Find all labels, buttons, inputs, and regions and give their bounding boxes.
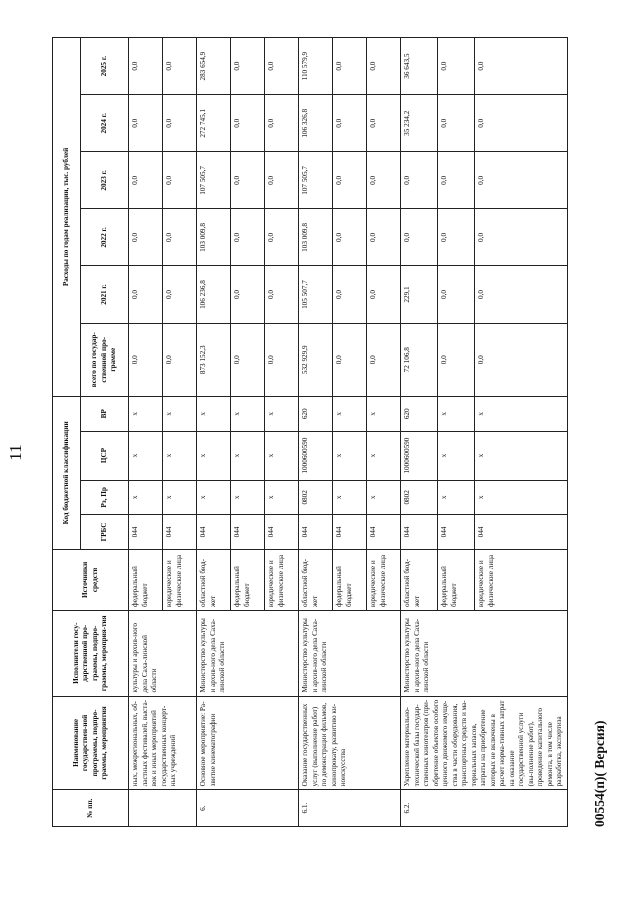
y2021-cell: 0,0 (163, 266, 197, 323)
budget-table (52, 37, 568, 827)
header-budget-class: Код бюджетной классификации (53, 396, 81, 549)
num-cell: 6. (197, 790, 299, 827)
y2022-cell: 0,0 (333, 209, 367, 266)
header-rzpr: Рз, Пр (81, 480, 129, 515)
csr-cell: x (367, 431, 401, 480)
y2024-cell: 0,0 (163, 95, 197, 152)
header-grbs: ГРБС (81, 515, 129, 550)
num-cell (129, 790, 197, 827)
executor-cell: Министерство культуры и архив-ного дела Саха-линской области (197, 610, 299, 696)
source-cell: федеральный бюджет (129, 549, 163, 610)
y2022-cell: 0,0 (231, 209, 265, 266)
vr-cell: x (197, 396, 231, 431)
y2025-cell: 110 579,9 (299, 38, 333, 95)
grbs-cell: 044 (129, 515, 163, 550)
y2024-cell: 0,0 (265, 95, 299, 152)
y2025-cell: 0,0 (265, 38, 299, 95)
y2025-cell: 0,0 (231, 38, 265, 95)
table-row (299, 38, 333, 827)
total-cell: 0,0 (333, 323, 367, 396)
y2021-cell: 105 507,7 (299, 266, 333, 323)
executor-cell: Министерство культуры и архив-ного дела Саха-линской области (299, 610, 401, 696)
y2023-cell: 0,0 (129, 152, 163, 209)
y2025-cell: 36 643,5 (401, 38, 438, 95)
total-cell: 0,0 (163, 323, 197, 396)
rzpr-cell: x (333, 480, 367, 515)
grbs-cell: 044 (401, 515, 438, 550)
y2022-cell: 0,0 (265, 209, 299, 266)
table-body (129, 38, 568, 827)
csr-cell: x (129, 431, 163, 480)
csr-cell: x (231, 431, 265, 480)
y2021-cell: 0,0 (231, 266, 265, 323)
source-cell: областной бюд-жет (197, 549, 231, 610)
source-cell: юридические и физические лица (475, 549, 567, 610)
y2023-cell: 107 505,7 (197, 152, 231, 209)
y2024-cell: 0,0 (367, 95, 401, 152)
header-source: Источники средств (53, 549, 129, 610)
header-2025: 2025 г. (81, 38, 129, 95)
csr-cell: 1000600590 (401, 431, 438, 480)
total-cell: 0,0 (231, 323, 265, 396)
grbs-cell: 044 (367, 515, 401, 550)
header-vr: ВР (81, 396, 129, 431)
table-row (401, 38, 438, 827)
csr-cell: x (197, 431, 231, 480)
rzpr-cell: x (197, 480, 231, 515)
rzpr-cell: 0802 (401, 480, 438, 515)
rzpr-cell: x (475, 480, 567, 515)
rzpr-cell: 0802 (299, 480, 333, 515)
header-total: всего по государ-ственной про-грамме (81, 323, 129, 396)
y2022-cell: 0,0 (163, 209, 197, 266)
grbs-cell: 044 (333, 515, 367, 550)
total-cell: 0,0 (367, 323, 401, 396)
y2024-cell: 35 234,2 (401, 95, 438, 152)
source-cell: юридические и физические лица (265, 549, 299, 610)
vr-cell: x (367, 396, 401, 431)
y2021-cell: 0,0 (475, 266, 567, 323)
y2023-cell: 0,0 (231, 152, 265, 209)
csr-cell: x (265, 431, 299, 480)
rzpr-cell: x (438, 480, 475, 515)
header-2021: 2021 г. (81, 266, 129, 323)
source-cell: юридические и физические лица (163, 549, 197, 610)
y2024-cell: 272 745,1 (197, 95, 231, 152)
vr-cell: x (333, 396, 367, 431)
header-2023: 2023 г. (81, 152, 129, 209)
y2022-cell: 0,0 (475, 209, 567, 266)
grbs-cell: 044 (475, 515, 567, 550)
total-cell: 0,0 (129, 323, 163, 396)
table-row (197, 38, 231, 827)
source-cell: федеральный бюджет (333, 549, 367, 610)
header-csr: ЦСР (81, 431, 129, 480)
y2024-cell: 0,0 (438, 95, 475, 152)
y2021-cell: 229,1 (401, 266, 438, 323)
y2021-cell: 106 236,8 (197, 266, 231, 323)
y2022-cell: 0,0 (438, 209, 475, 266)
vr-cell: x (163, 396, 197, 431)
total-cell: 0,0 (475, 323, 567, 396)
y2023-cell: 0,0 (367, 152, 401, 209)
vr-cell: x (129, 396, 163, 431)
grbs-cell: 044 (197, 515, 231, 550)
y2024-cell: 106 326,8 (299, 95, 333, 152)
y2023-cell: 0,0 (163, 152, 197, 209)
header-executor: Исполнители госу-дарственной про-граммы, подпро-граммы, мероприя-тия (53, 610, 129, 696)
y2022-cell: 103 009,8 (197, 209, 231, 266)
rzpr-cell: x (163, 480, 197, 515)
y2021-cell: 0,0 (333, 266, 367, 323)
header-2024: 2024 г. (81, 95, 129, 152)
y2021-cell: 0,0 (129, 266, 163, 323)
num-cell: 6.1. (299, 790, 401, 827)
source-cell: областной бюд-жет (401, 549, 438, 610)
y2023-cell: 0,0 (401, 152, 438, 209)
header-num: № пп. (53, 790, 129, 827)
y2022-cell: 103 009,8 (299, 209, 333, 266)
rzpr-cell: x (265, 480, 299, 515)
executor-cell: Министерство культуры и архив-ного дела Саха-линской области (401, 610, 568, 696)
source-cell: федеральный бюджет (231, 549, 265, 610)
rzpr-cell: x (231, 480, 265, 515)
name-cell: Укрепление материально-технической базы государ-ственных кинотеатров (при-обретение объектов особого ценного движимого имуще-ства в части оборудования, транспортных средств и ма-териальных запасов, затраты на приобретение которых не включены в расчет норма-тивных затрат на оказание государственной услуги (вы-полнение работ), проведение капитального ремонта, в том числе разработка, экспертиза (401, 696, 568, 790)
y2025-cell: 0,0 (333, 38, 367, 95)
y2024-cell: 0,0 (231, 95, 265, 152)
footer-version: 00554(п)( Версия) (592, 720, 607, 827)
y2023-cell: 0,0 (438, 152, 475, 209)
source-cell: областной бюд-жет (299, 549, 333, 610)
page-number: 11 (6, 444, 25, 461)
grbs-cell: 044 (163, 515, 197, 550)
grbs-cell: 044 (299, 515, 333, 550)
csr-cell: x (438, 431, 475, 480)
y2025-cell: 0,0 (163, 38, 197, 95)
csr-cell: 1000600590 (299, 431, 333, 480)
header-name: Наименование государствен-ной программы, подпро-граммы, мероприятия (53, 696, 129, 790)
grbs-cell: 044 (231, 515, 265, 550)
vr-cell: 620 (401, 396, 438, 431)
source-cell: федеральный бюджет (438, 549, 475, 610)
grbs-cell: 044 (265, 515, 299, 550)
total-cell: 873 152,3 (197, 323, 231, 396)
table-row (129, 38, 163, 827)
y2022-cell: 0,0 (401, 209, 438, 266)
y2024-cell: 0,0 (333, 95, 367, 152)
y2023-cell: 107 505,7 (299, 152, 333, 209)
y2025-cell: 0,0 (438, 38, 475, 95)
total-cell: 72 106,8 (401, 323, 438, 396)
name-cell: Оказание государственных услуг (выполнение работ) по демонстрации фильмов, кинопрокату, развитию ки-ноискусства (299, 696, 401, 790)
y2022-cell: 0,0 (129, 209, 163, 266)
vr-cell: 620 (299, 396, 333, 431)
y2023-cell: 0,0 (265, 152, 299, 209)
rzpr-cell: x (129, 480, 163, 515)
y2022-cell: 0,0 (367, 209, 401, 266)
num-cell: 6.2. (401, 790, 568, 827)
y2025-cell: 283 654,9 (197, 38, 231, 95)
grbs-cell: 044 (438, 515, 475, 550)
y2025-cell: 0,0 (367, 38, 401, 95)
y2024-cell: 0,0 (129, 95, 163, 152)
y2025-cell: 0,0 (475, 38, 567, 95)
y2025-cell: 0,0 (129, 38, 163, 95)
vr-cell: x (438, 396, 475, 431)
vr-cell: x (231, 396, 265, 431)
total-cell: 0,0 (438, 323, 475, 396)
y2021-cell: 0,0 (367, 266, 401, 323)
total-cell: 0,0 (265, 323, 299, 396)
csr-cell: x (475, 431, 567, 480)
header-2022: 2022 г. (81, 209, 129, 266)
y2023-cell: 0,0 (475, 152, 567, 209)
y2021-cell: 0,0 (438, 266, 475, 323)
y2024-cell: 0,0 (475, 95, 567, 152)
vr-cell: x (475, 396, 567, 431)
y2021-cell: 0,0 (265, 266, 299, 323)
source-cell: юридические и физические лица (367, 549, 401, 610)
header-expenses: Расходы по годам реализации, тыс. рублей (53, 38, 81, 397)
rzpr-cell: x (367, 480, 401, 515)
name-cell: Основное мероприятие: Ра-звитие кинематографии (197, 696, 299, 790)
csr-cell: x (163, 431, 197, 480)
total-cell: 532 929,9 (299, 323, 333, 396)
y2023-cell: 0,0 (333, 152, 367, 209)
executor-cell: культуры и архив-ного дела Саха-линской области (129, 610, 197, 696)
vr-cell: x (265, 396, 299, 431)
name-cell: ных, межрегиональных, об-ластных фестивалей, выста-вок и иных мероприятий государственных концерт-ных учреждений (129, 696, 197, 790)
csr-cell: x (333, 431, 367, 480)
